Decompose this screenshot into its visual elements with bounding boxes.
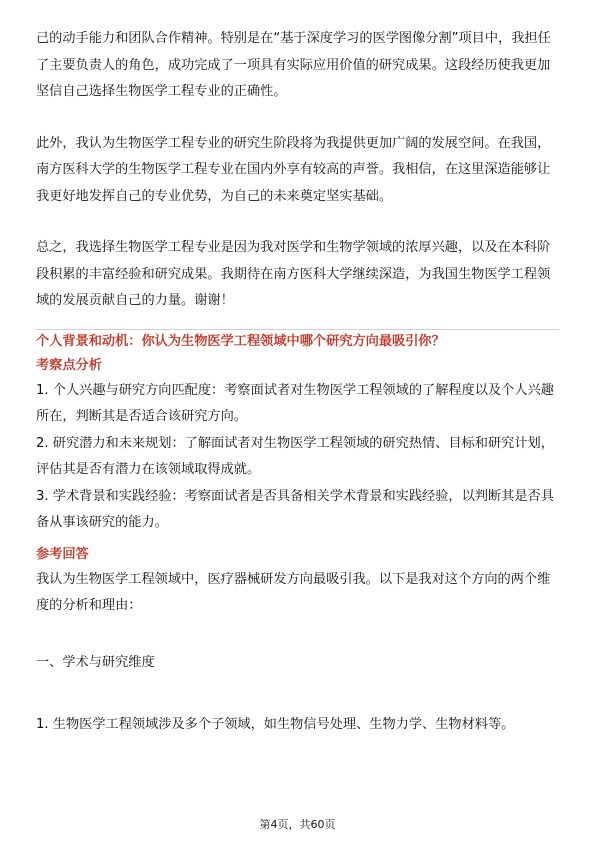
body-paragraph-1: 己的动手能力和团队合作精神。特别是在“基于深度学习的医学图像分割”项目中，我担任了主要负责人的角色，成功完成了一项具有实际应用价值的研究成果。这段经历使我更加坚信自己选择生物医学工程专业的正确性。	[36, 31, 551, 99]
reference-answer-title: 参考回答	[36, 546, 89, 562]
body-paragraph-3: 总之，我选择生物医学工程专业是因为我对医学和生物学领域的浓厚兴趣，以及在本科阶段积累的丰富经验和研究成果。我期待在南方医科大学继续深造，为我国生物医学工程领域的发展贡献自己的力量。谢谢！	[36, 240, 551, 308]
reference-item-1: 1. 生物医学工程领域涉及多个子领域，如生物信号处理、生物力学、生物材料等。	[36, 716, 515, 732]
body-paragraph-2: 此外，我认为生物医学工程专业的研究生阶段将为我提供更加广阔的发展空间。在我国，南方医科大学的生物医学工程专业在国内外享有较高的声誉。我相信，在这里深造能够让我更好地发挥自己的专业优势，为自己的未来奠定坚实基础。	[36, 135, 551, 204]
analysis-item-3: 3. 学术背景和实践经验：考察面试者是否具备相关学术背景和实践经验，以判断其是否具备从事该研究的能力。	[36, 488, 554, 530]
page-footer: 第4页，共60页	[259, 818, 336, 831]
analysis-item-1: 1. 个人兴趣与研究方向匹配度：考察面试者对生物医学工程领域的了解程度以及个人兴趣所在，判断其是否适合该研究方向。	[36, 382, 554, 424]
analysis-title: 考察点分析	[36, 357, 102, 373]
interview-question: 个人背景和动机：你认为生物医学工程领域中哪个研究方向最吸引你？	[36, 333, 445, 349]
reference-heading: 一、学术与研究维度	[36, 654, 155, 670]
page-content	[36, 26, 559, 738]
reference-intro: 我认为生物医学工程领域中，医疗器械研发方向最吸引我。以下是我对这个方向的两个维度的分析和理由：	[36, 571, 551, 613]
analysis-item-2: 2. 研究潜力和未来规划：了解面试者对生物医学工程领域的研究热情、目标和研究计划，评估其是否有潜力在该领域取得成就。	[36, 435, 554, 477]
analysis-list	[36, 378, 559, 537]
